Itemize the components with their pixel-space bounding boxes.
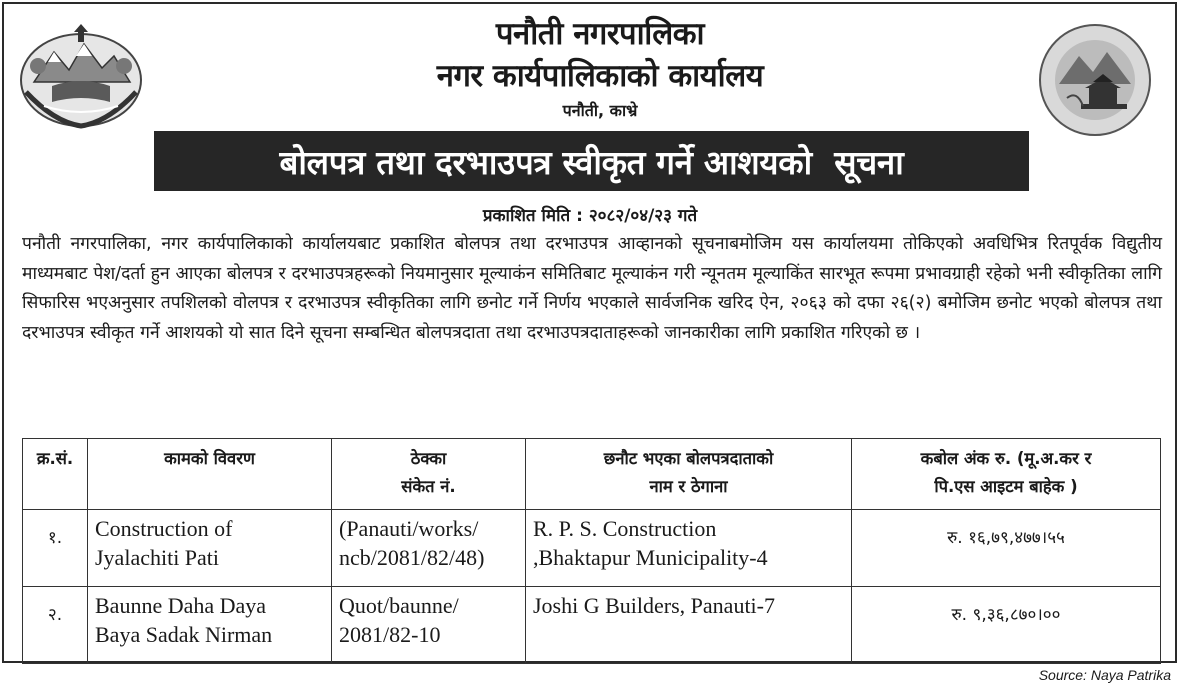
source-credit: Source: Naya Patrika <box>1038 667 1171 683</box>
row-sn: १. <box>23 510 88 587</box>
notice-body: पनौती नगरपालिका, नगर कार्यपालिकाको कार्यालयबाट प्रकाशित बोलपत्र तथा दरभाउपत्र आव्हानको सूचनाबमोजिम यस कार्यालयमा तोकिएको अवधिभित्र रितपूर्वक विद्युतीय माध्यमबाट पेश/दर्ता हुन आएका बोलपत्र र दरभाउपत्रहरूको नियमानुसार मूल्याकंन समितिबाट मूल्याकंन गरी न्यूनतम मूल्याकिंत सारभूत रूपमा प्रभावग्राही रहेको भनी स्वीकृतिका लागि सिफारिस भएअनुसार तपशिलको वोलपत्र र दरभाउपत्र स्वीकृतिका लागि छनोट गर्ने निर्णय भएकाले सार्वजनिक खरिद ऐन, २०६३ को दफा २६(२) बमोजिम छनोट भएको बोलपत्र तथा दरभाउपत्र स्वीकृत गर्ने आशयको यो सात दिने सूचना सम्बन्धित बोलपत्रदाता तथा दरभाउपत्रदाताहरूको जानकारीका लागि प्रकाशित गरिएको छ । <box>22 234 1162 343</box>
col-header-amount: कबोल अंक रु. (मू.अ.कर र पि.एस आइटम बाहेक ) <box>852 439 1161 510</box>
table-header-row <box>23 439 1161 510</box>
row-amount: रु. १६,७९,४७७।५५ <box>852 510 1161 587</box>
municipality-logo <box>1037 22 1153 138</box>
row-work: Baunne Daha Daya Baya Sadak Nirman <box>88 587 332 664</box>
row-bidder: Joshi G Builders, Panauti-7 <box>526 587 852 664</box>
row-amount: रु. ९,३६,८७०।०० <box>852 587 1161 664</box>
table-row <box>23 510 1161 587</box>
col-header-work: कामको विवरण <box>88 439 332 510</box>
notice-title: बोलपत्र तथा दरभाउपत्र स्वीकृत गर्ने आशयको सूचना <box>279 142 904 182</box>
table-row <box>23 587 1161 664</box>
row-work: Construction of Jyalachiti Pati <box>88 510 332 587</box>
row-code: Quot/baunne/ 2081/82-10 <box>332 587 526 664</box>
municipality-name: पनौती नगरपालिका <box>495 16 705 52</box>
office-location: पनौती, काभ्रे <box>562 101 638 120</box>
col-header-code: ठेक्का संकेत नं. <box>332 439 526 510</box>
row-bidder: R. P. S. Construction ,Bhaktapur Municipality-4 <box>526 510 852 587</box>
nepal-emblem <box>14 22 148 134</box>
tender-table <box>22 438 1161 664</box>
office-name: नगर कार्यपालिकाको कार्यालय <box>436 58 764 94</box>
publish-date: प्रकाशित मिति : २०८२/०४/२३ गते <box>482 206 698 226</box>
row-code: (Panauti/works/ ncb/2081/82/48) <box>332 510 526 587</box>
notice-title-banner <box>154 131 1029 191</box>
row-sn: २. <box>23 587 88 664</box>
col-header-sn: क्र.सं. <box>23 439 88 510</box>
col-header-bidder: छनौट भएका बोलपत्रदाताको नाम र ठेगाना <box>526 439 852 510</box>
